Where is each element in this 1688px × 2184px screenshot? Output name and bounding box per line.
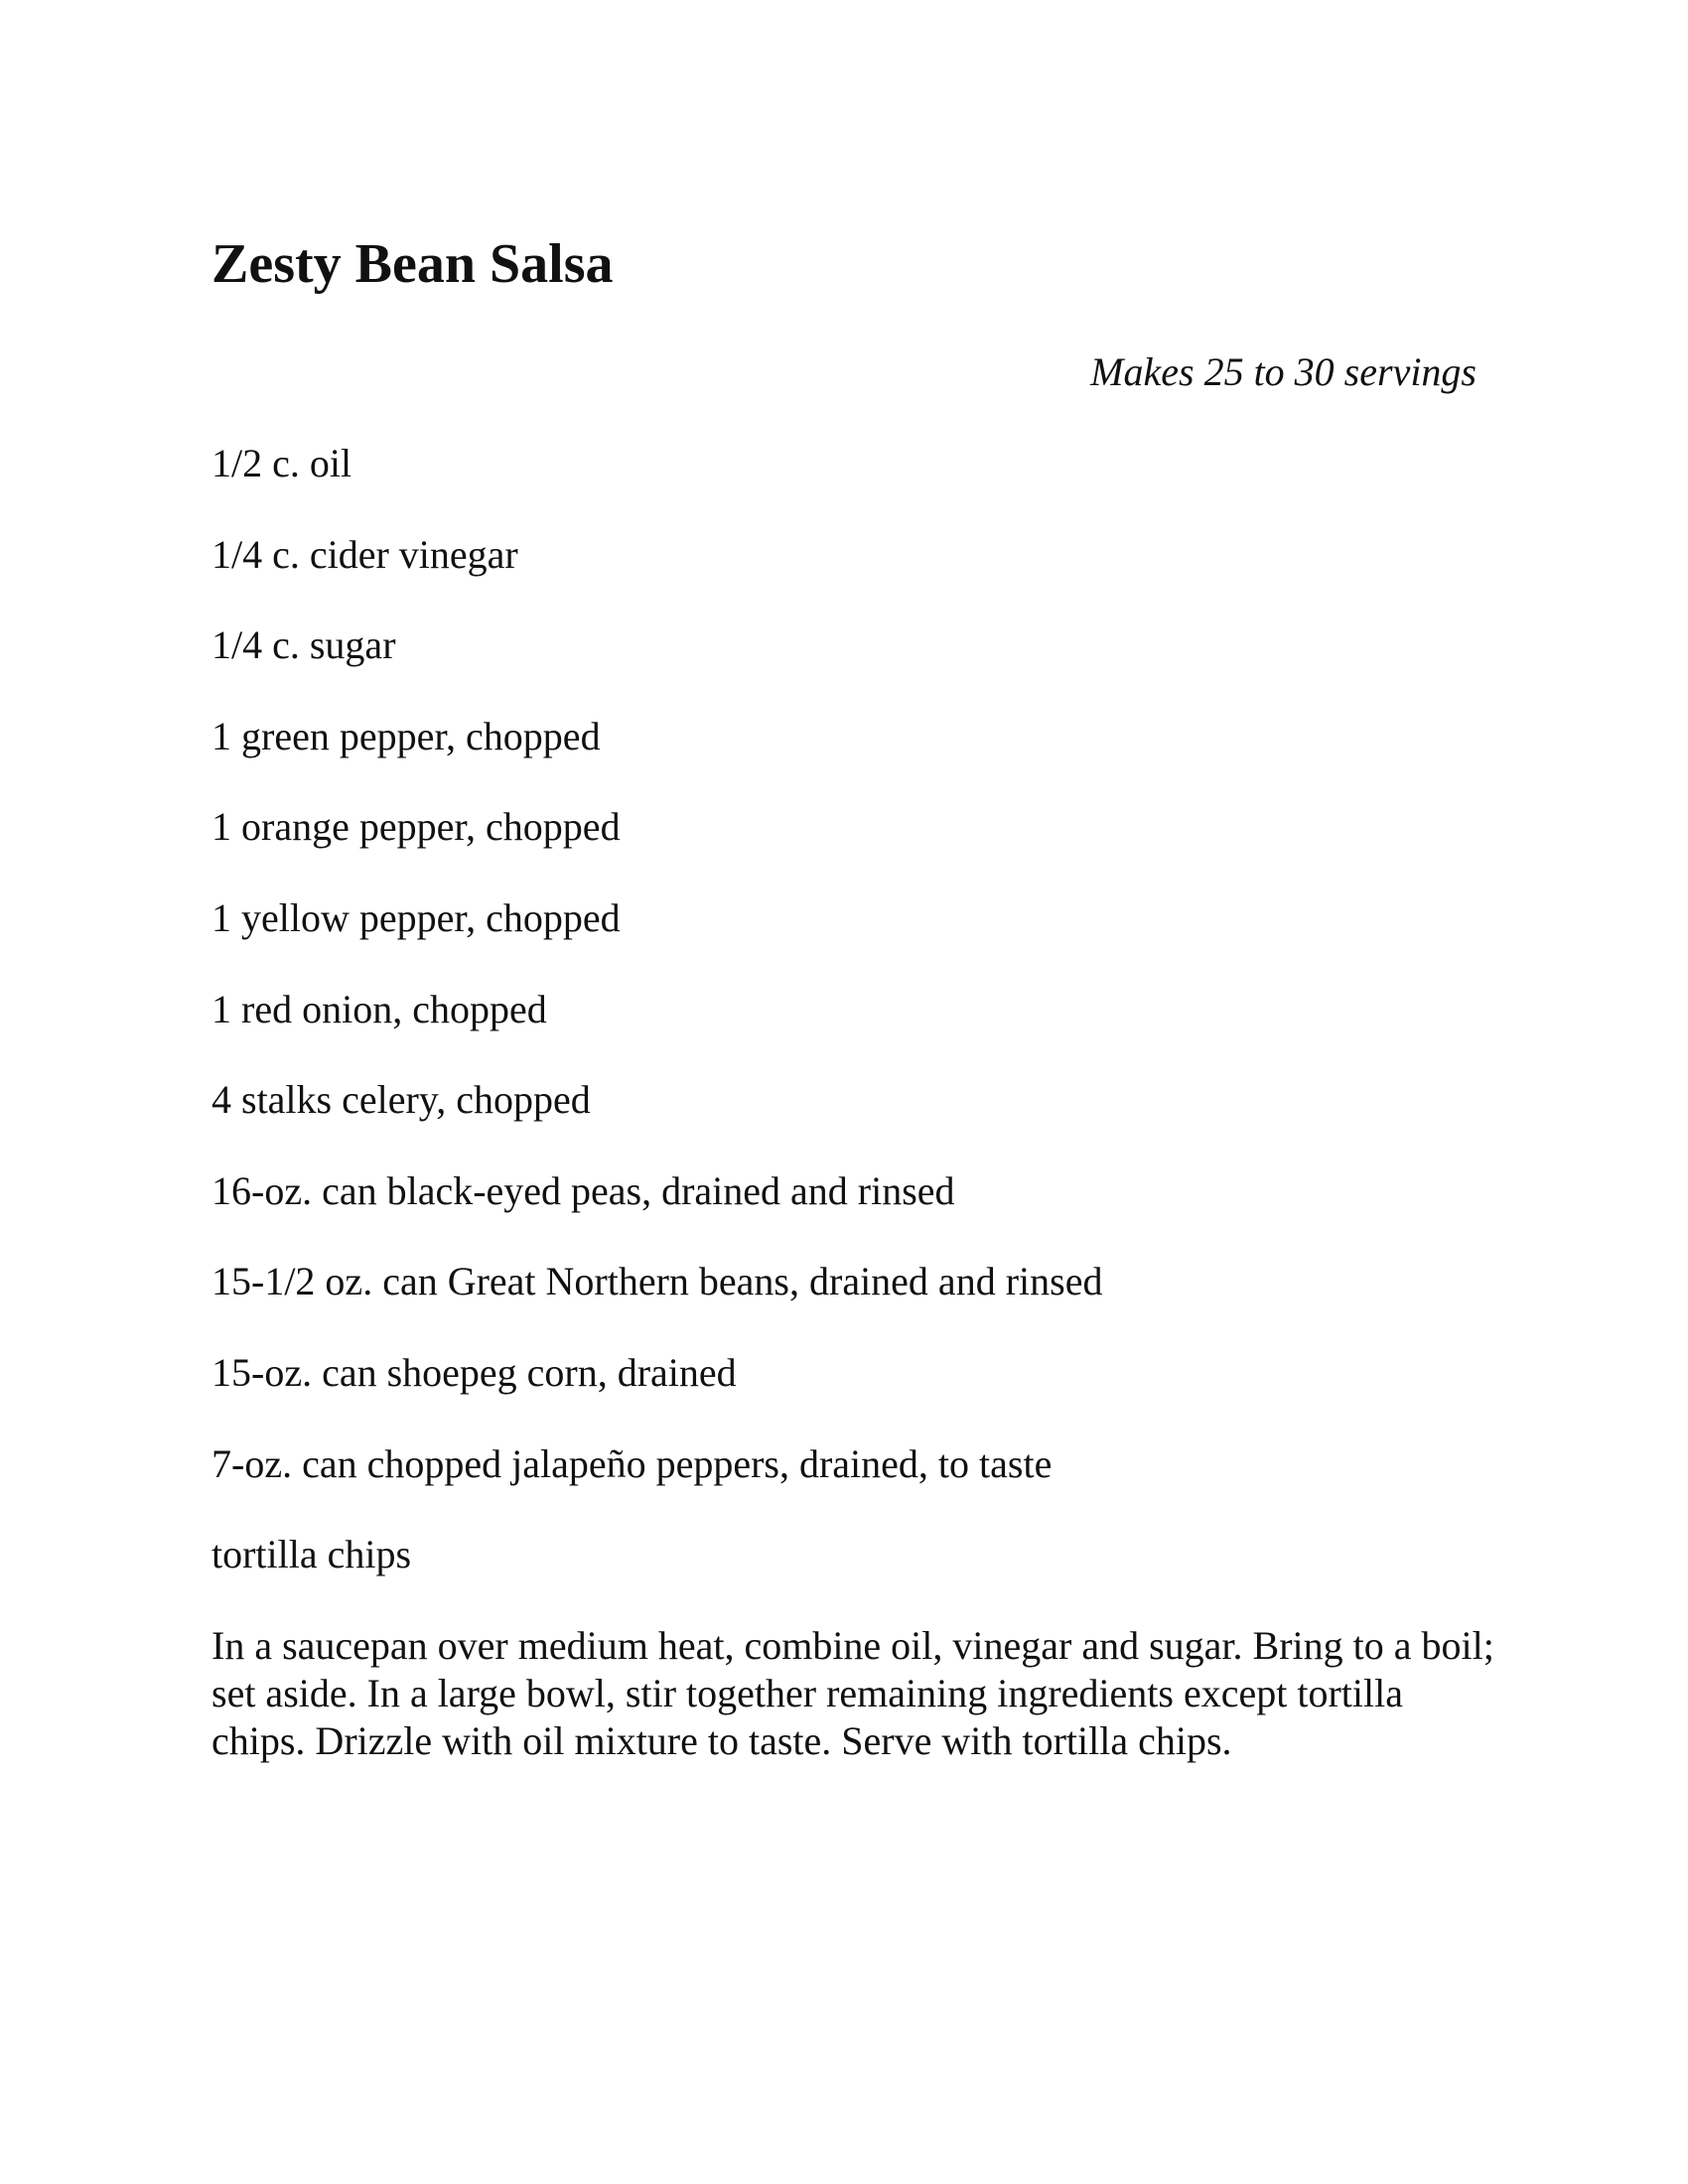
ingredient-item: 15-1/2 oz. can Great Northern beans, drained and rinsed [211,1259,1103,1304]
ingredient-item: 1 red onion, chopped [211,986,547,1031]
ingredient-item: 1 orange pepper, chopped [211,804,621,850]
ingredient-item: tortilla chips [211,1532,412,1577]
ingredient-item: 1 green pepper, chopped [211,713,601,758]
directions-paragraph: In a saucepan over medium heat, combine oil, vinegar and sugar. Bring to a boil; set aside. In a large bowl, stir together remaining ingredients except tortilla chips. Drizzle with oil mixture to taste. Serve with tortilla chips. [211,1623,1494,1763]
ingredient-item: 15-oz. can shoepeg corn, drained [211,1349,737,1395]
ingredient-item: 7-oz. can chopped jalapeño peppers, drained, to taste [211,1440,1053,1486]
ingredient-item: 1/2 c. oil [211,441,352,485]
servings-note: Makes 25 to 30 servings [1090,349,1477,394]
ingredient-list [211,440,1102,1622]
ingredient-item: 16-oz. can black-eyed peas, drained and rinsed [211,1167,955,1213]
ingredient-item: 1/4 c. cider vinegar [211,531,518,577]
recipe-title: Zesty Bean Salsa [211,233,614,295]
ingredient-item: 1 yellow pepper, chopped [211,894,621,940]
ingredient-item: 1/4 c. sugar [211,622,396,668]
ingredient-item: 4 stalks celery, chopped [211,1077,591,1123]
